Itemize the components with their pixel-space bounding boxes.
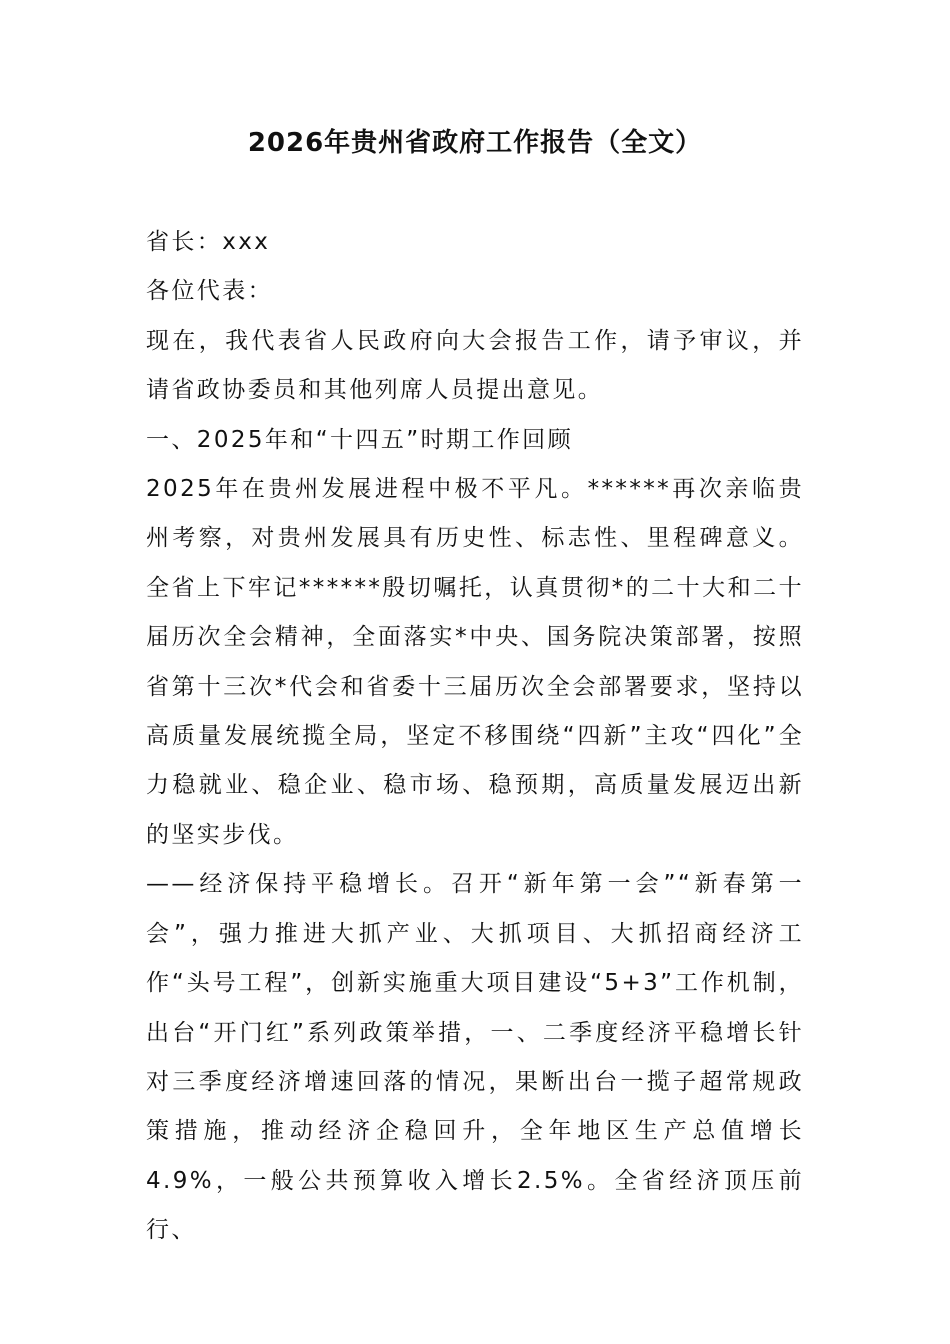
governor-line: 省长：xxx xyxy=(146,229,271,255)
review-paragraph: 2025年在贵州发展进程中极不平凡。******再次亲临贵州考察，对贵州发展具有历史性、标志性、里程碑意义。全省上下牢记******殷切嘱托，认真贯彻*的二十大和二十届历次全会精神，全面落实*中央、国务院决策部署，按照省第十三次*代会和省委十三届历次全会部署要求，坚持以高质量发展统揽全局，坚定不移围绕“四新”主攻“四化”全力稳就业、稳企业、稳市场、稳预期，高质量发展迈出新的坚实步伐。 xyxy=(146,476,804,848)
intro-paragraph: 现在，我代表省人民政府向大会报告工作，请予审议，并请省政协委员和其他列席人员提出意见。 xyxy=(146,327,804,404)
section-heading: 一、2025年和“十四五”时期工作回顾 xyxy=(146,426,573,453)
economy-paragraph: ——经济保持平稳增长。召开“新年第一会”“新春第一会”，强力推进大抓产业、大抓项目、大抓招商经济工作“头号工程”，创新实施重大项目建设“5+3”工作机制，出台“开门红”系列政策举措，一、二季度经济平稳增长针对三季度经济增速回落的情况，果断出台一揽子超常规政策措施，推动经济企稳回升，全年地区生产总值增长4.9%，一般公共预算收入增长2.5%。全省经济顶压前行、 xyxy=(146,871,804,1244)
document-title: 2026年贵州省政府工作报告（全文） xyxy=(247,128,703,158)
salutation: 各位代表： xyxy=(146,278,273,305)
document-body xyxy=(146,218,804,1256)
